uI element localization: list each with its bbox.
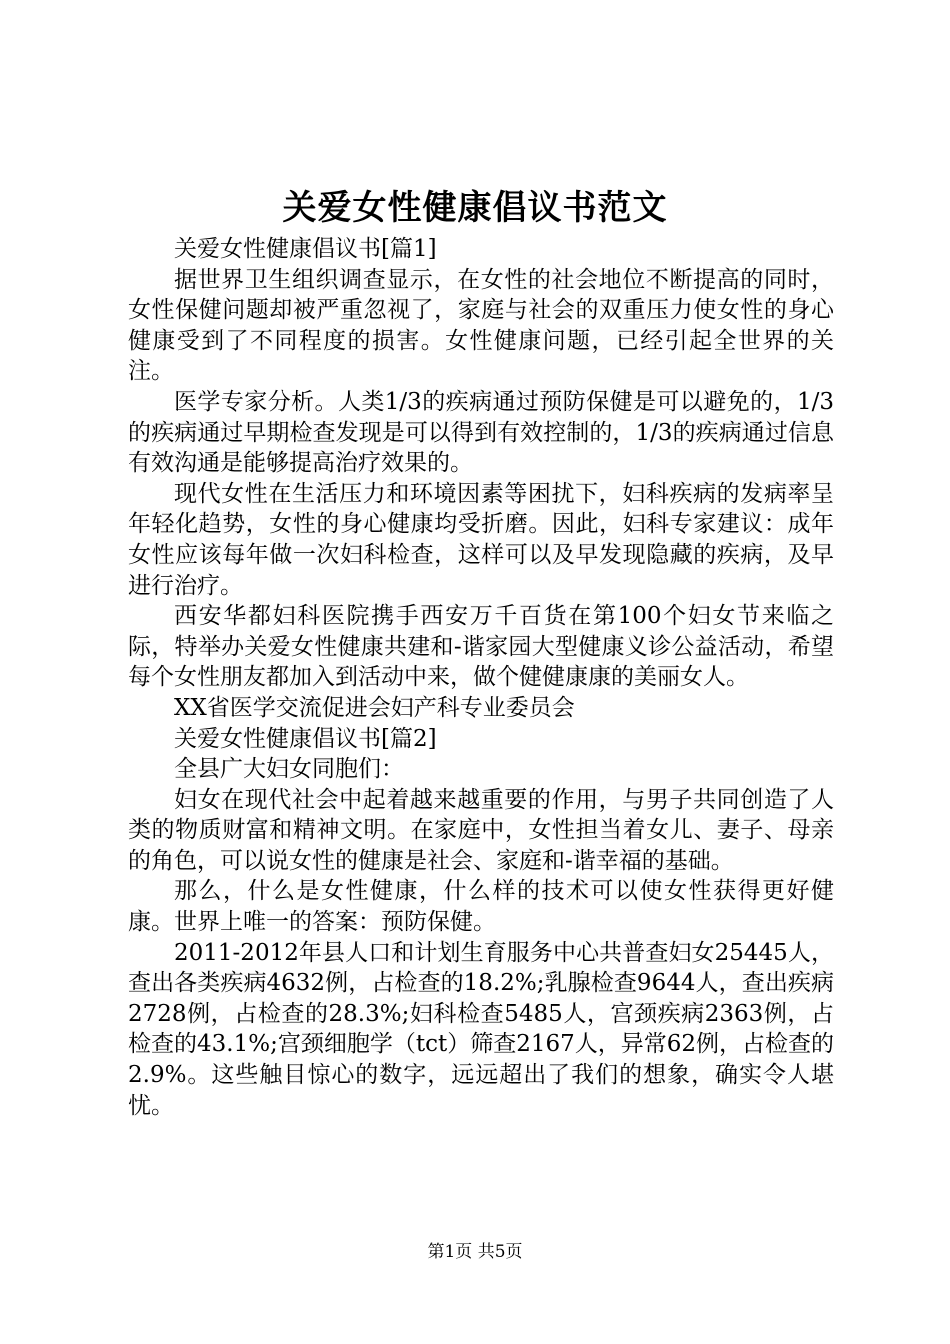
paragraph: 妇女在现代社会中起着越来越重要的作用，与男子共同创造了人类的物质财富和精神文明。在家庭中，女性担当着女儿、妻子、母亲的角色，可以说女性的健康是社会、家庭和-谐幸福的基础。 bbox=[128, 786, 834, 874]
document-body bbox=[128, 234, 834, 1121]
paragraph: 现代女性在生活压力和环境因素等困扰下，妇科疾病的发病率呈年轻化趋势，女性的身心健康均受折磨。因此，妇科专家建议：成年女性应该每年做一次妇科检查，这样可以及早发现隐藏的疾病，及早进行治疗。 bbox=[128, 480, 834, 599]
paragraph: 西安华都妇科医院携手西安万千百货在第100个妇女节来临之际，特举办关爱女性健康共建和-谐家园大型健康义诊公益活动，希望每个女性朋友都加入到活动中来，做个健健康康的美丽女人。 bbox=[128, 603, 834, 691]
salutation: 全县广大妇女同胞们： bbox=[174, 756, 404, 783]
paragraph: 那么，什么是女性健康，什么样的技术可以使女性获得更好健康。世界上唯一的答案：预防保健。 bbox=[128, 878, 834, 936]
paragraph: 医学专家分析。人类1/3的疾病通过预防保健是可以避免的，1/3的疾病通过早期检查发现是可以得到有效控制的，1/3的疾病通过信息有效沟通是能够提高治疗效果的。 bbox=[128, 388, 834, 477]
paragraph: 据世界卫生组织调查显示，在女性的社会地位不断提高的同时，女性保健问题却被严重忽视了，家庭与社会的双重压力使女性的身心健康受到了不同程度的损害。女性健康问题，已经引起全世界的关注。 bbox=[128, 266, 834, 385]
document-title: 关爱女性健康倡议书范文 bbox=[282, 188, 668, 228]
section-heading-2: 关爱女性健康倡议书[篇2] bbox=[174, 725, 437, 752]
section-heading-1: 关爱女性健康倡议书[篇1] bbox=[174, 236, 437, 262]
paragraph: 2011-2012年县人口和计划生育服务中心共普查妇女25445人，查出各类疾病4632例，占检查的18.2%;乳腺检查9644人，查出疾病2728例，占检查的28.3%;妇科检查5485人，宫颈疾病2363例，占检查的43.1%;宫颈细胞学（tct）筛查2167人，异常62例，占检查的2.9%。这些触目惊心的数字，远远超出了我们的想象，确实令人堪忧。 bbox=[128, 939, 834, 1119]
page-number: 第1页 共5页 bbox=[427, 1242, 523, 1262]
signature-line: XX省医学交流促进会妇产科专业委员会 bbox=[174, 694, 575, 721]
